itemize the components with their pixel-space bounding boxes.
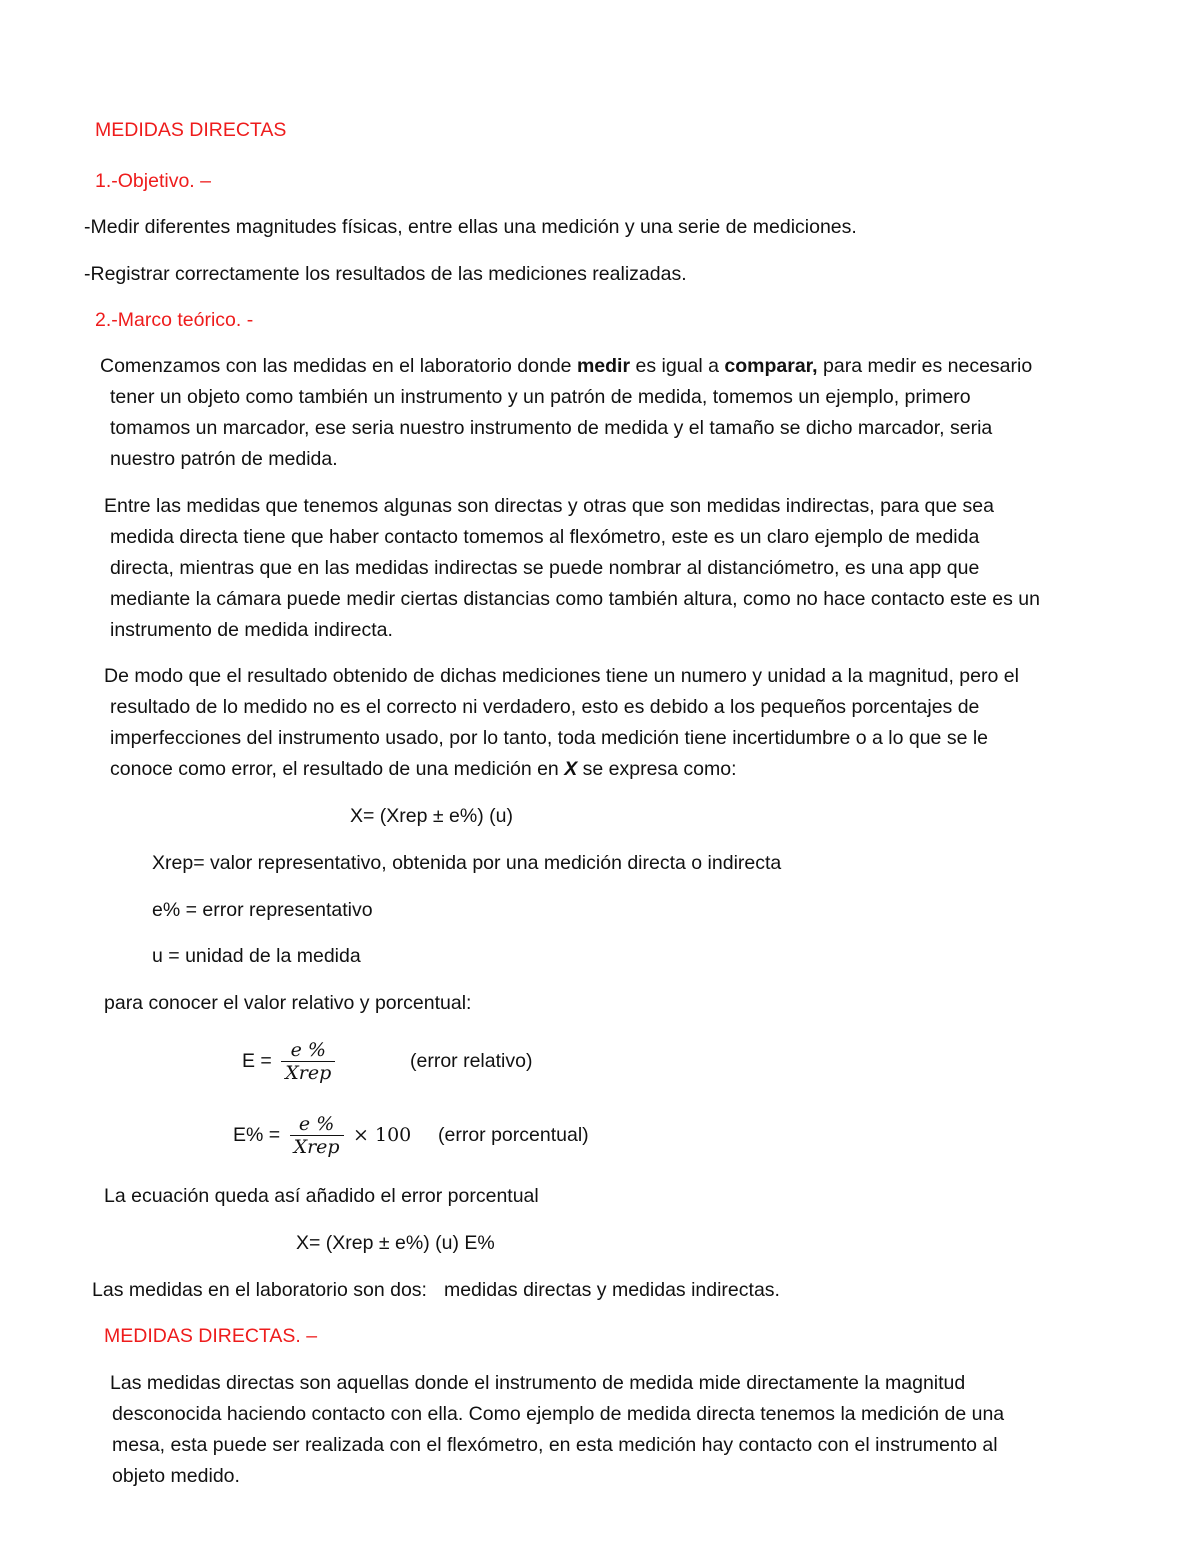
p1-line-1: Comenzamos con las medidas en el laboratorio donde medir es igual a comparar, para medir es necesario [100, 355, 1033, 377]
definition-e: e% = error representativo [152, 899, 373, 921]
two-types-label: Las medidas en el laboratorio son dos: [92, 1279, 427, 1301]
p2-line-1: Entre las medidas que tenemos algunas son directas y otras que son medidas indirectas, para que sea [104, 495, 994, 517]
p2-line-2: medida directa tiene que haber contacto tomemos al flexómetro, este es un claro ejemplo de medida [110, 526, 980, 548]
eq-relative-numerator: e % [281, 1039, 335, 1062]
objective-bullet-1: -Medir diferentes magnitudes físicas, entre ellas una medición y una serie de mediciones. [84, 216, 857, 238]
definition-xrep: Xrep= valor representativo, obtenida por una medición directa o indirecta [152, 852, 782, 874]
direct-line-4: objeto medido. [112, 1465, 240, 1487]
formula-measurement: X= (Xrep ± e%) (u) [350, 805, 513, 827]
two-types-sentence [92, 1278, 780, 1302]
two-types-list: medidas directas y medidas indirectas. [443, 1279, 780, 1301]
relative-intro: para conocer el valor relativo y porcentual: [104, 992, 472, 1014]
equation-intro: La ecuación queda así añadido el error porcentual [104, 1185, 539, 1207]
p3-line-2: resultado de lo medido no es el correcto ni verdadero, esto es debido a los pequeños porcentajes de [110, 696, 980, 718]
eq-percent-lhs: E% = [233, 1124, 281, 1146]
eq-percent-multiplier: × 100 [353, 1124, 412, 1146]
equation-percent-error [233, 1110, 411, 1160]
eq-percent-fraction [290, 1113, 344, 1158]
p2-line-4: mediante la cámara puede medir ciertas distancias como también altura, como no hace contacto este es un [110, 588, 1041, 610]
p3-line-4: conoce como error, el resultado de una medición en X se expresa como: [110, 758, 737, 780]
theory-paragraph-2 [104, 491, 1040, 646]
p3-line-3: imperfecciones del instrumento usado, por lo tanto, toda medición tiene incertidumbre o a lo que se le [110, 727, 989, 749]
p2-line-5: instrumento de medida indirecta. [110, 619, 393, 641]
eq-relative-fraction [281, 1039, 335, 1084]
theory-paragraph-3 [104, 661, 1019, 785]
direct-line-1: Las medidas directas son aquellas donde el instrumento de medida mide directamente la magnitud [110, 1372, 966, 1394]
direct-line-2: desconocida haciendo contacto con ella. Como ejemplo de medida directa tenemos la medición de una [112, 1403, 1005, 1425]
p1-line-3: tomamos un marcador, ese seria nuestro instrumento de medida y el tamaño se dicho marcador, seria [110, 417, 993, 439]
formula-with-percent: X= (Xrep ± e%) (u) E% [296, 1232, 495, 1254]
equation-relative-error [242, 1036, 339, 1086]
p2-line-3: directa, mientras que en las medidas indirectas se puede nombrar al distanciómetro, es una app que [110, 557, 980, 579]
eq-percent-denominator: Xrep [293, 1136, 340, 1159]
note-percent-error: (error porcentual) [438, 1124, 589, 1146]
theory-paragraph-1 [100, 351, 1032, 475]
p1-line-4: nuestro patrón de medida. [110, 448, 338, 470]
definition-u: u = unidad de la medida [152, 945, 361, 967]
section-direct-title: MEDIDAS DIRECTAS. – [104, 1325, 318, 1347]
objective-bullet-2: -Registrar correctamente los resultados de las mediciones realizadas. [84, 263, 687, 285]
p3-line-1: De modo que el resultado obtenido de dichas mediciones tiene un numero y unidad a la magnitud, pero el [104, 665, 1019, 687]
eq-relative-denominator: Xrep [285, 1062, 332, 1085]
note-relative-error: (error relativo) [410, 1050, 533, 1072]
direct-line-3: mesa, esta puede ser realizada con el flexómetro, en esta medición hay contacto con el instrumento al [112, 1434, 998, 1456]
direct-paragraph [110, 1368, 1004, 1492]
eq-relative-lhs: E = [242, 1050, 272, 1072]
main-heading: MEDIDAS DIRECTAS [95, 119, 287, 141]
section-objective-title: 1.-Objetivo. – [95, 170, 211, 192]
section-theory-title: 2.-Marco teórico. - [95, 309, 254, 331]
eq-percent-numerator: e % [290, 1113, 344, 1136]
p1-line-2: tener un objeto como también un instrumento y un patrón de medida, tomemos un ejemplo, primero [110, 386, 971, 408]
